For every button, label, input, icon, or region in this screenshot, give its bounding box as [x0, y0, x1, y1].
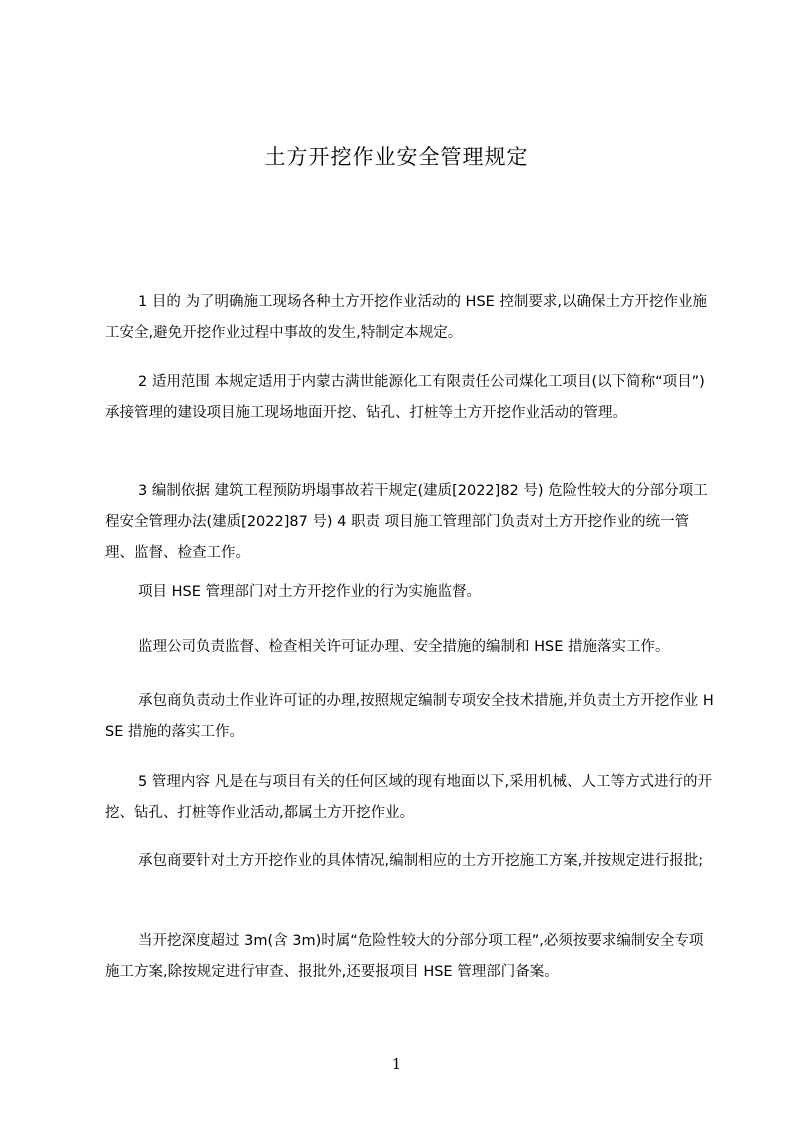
paragraph-hse-department: 项目 HSE 管理部门对土方开挖作业的行为实施监督。 [138, 584, 481, 600]
paragraph-contractor: 承包商负责动土作业许可证的办理,按照规定编制专项安全技术措施,并负责土方开挖作业 HSE 措施的落实工作。 [105, 693, 714, 740]
paragraph-construction-plan: 承包商要针对土方开挖作业的具体情况,编制相应的土方开挖施工方案,并按规定进行报批; [138, 853, 704, 869]
paragraph-scope: 2 适用范围 本规定适用于内蒙古满世能源化工有限责任公司煤化工项目(以下简称“项目”)承接管理的建设项目施工现场地面开挖、钻孔、打桩等土方开挖作业活动的管理。 [105, 374, 705, 421]
paragraph-supervisor: 监理公司负责监督、检查相关许可证办理、安全措施的编制和 HSE 措施落实工作。 [138, 639, 670, 655]
page-number: 1 [391, 1055, 402, 1073]
paragraph-basis-responsibility: 3 编制依据 建筑工程预防坍塌事故若干规定(建质[2022]82 号) 危险性较大的分部分项工程安全管理办法(建质[2022]87 号) 4 职责 项目施工管理部门负责对土方开挖作业的统一管理、监督、检查工作。 [105, 483, 708, 561]
paragraph-depth-requirement: 当开挖深度超过 3m(含 3m)时属“危险性较大的分部分项工程”,必须按要求编制安全专项施工方案,除按规定进行审查、报批外,还要报项目 HSE 管理部门备案。 [105, 933, 704, 980]
paragraph-management-content: 5 管理内容 凡是在与项目有关的任何区域的现有地面以下,采用机械、人工等方式进行的开挖、钻孔、打桩等作业活动,都属土方开挖作业。 [105, 774, 713, 821]
paragraph-purpose: 1 目的 为了明确施工现场各种土方开挖作业活动的 HSE 控制要求,以确保土方开挖作业施工安全,避免开挖作业过程中事故的发生,特制定本规定。 [105, 294, 708, 341]
document-title: 土方开挖作业安全管理规定 [264, 145, 529, 169]
